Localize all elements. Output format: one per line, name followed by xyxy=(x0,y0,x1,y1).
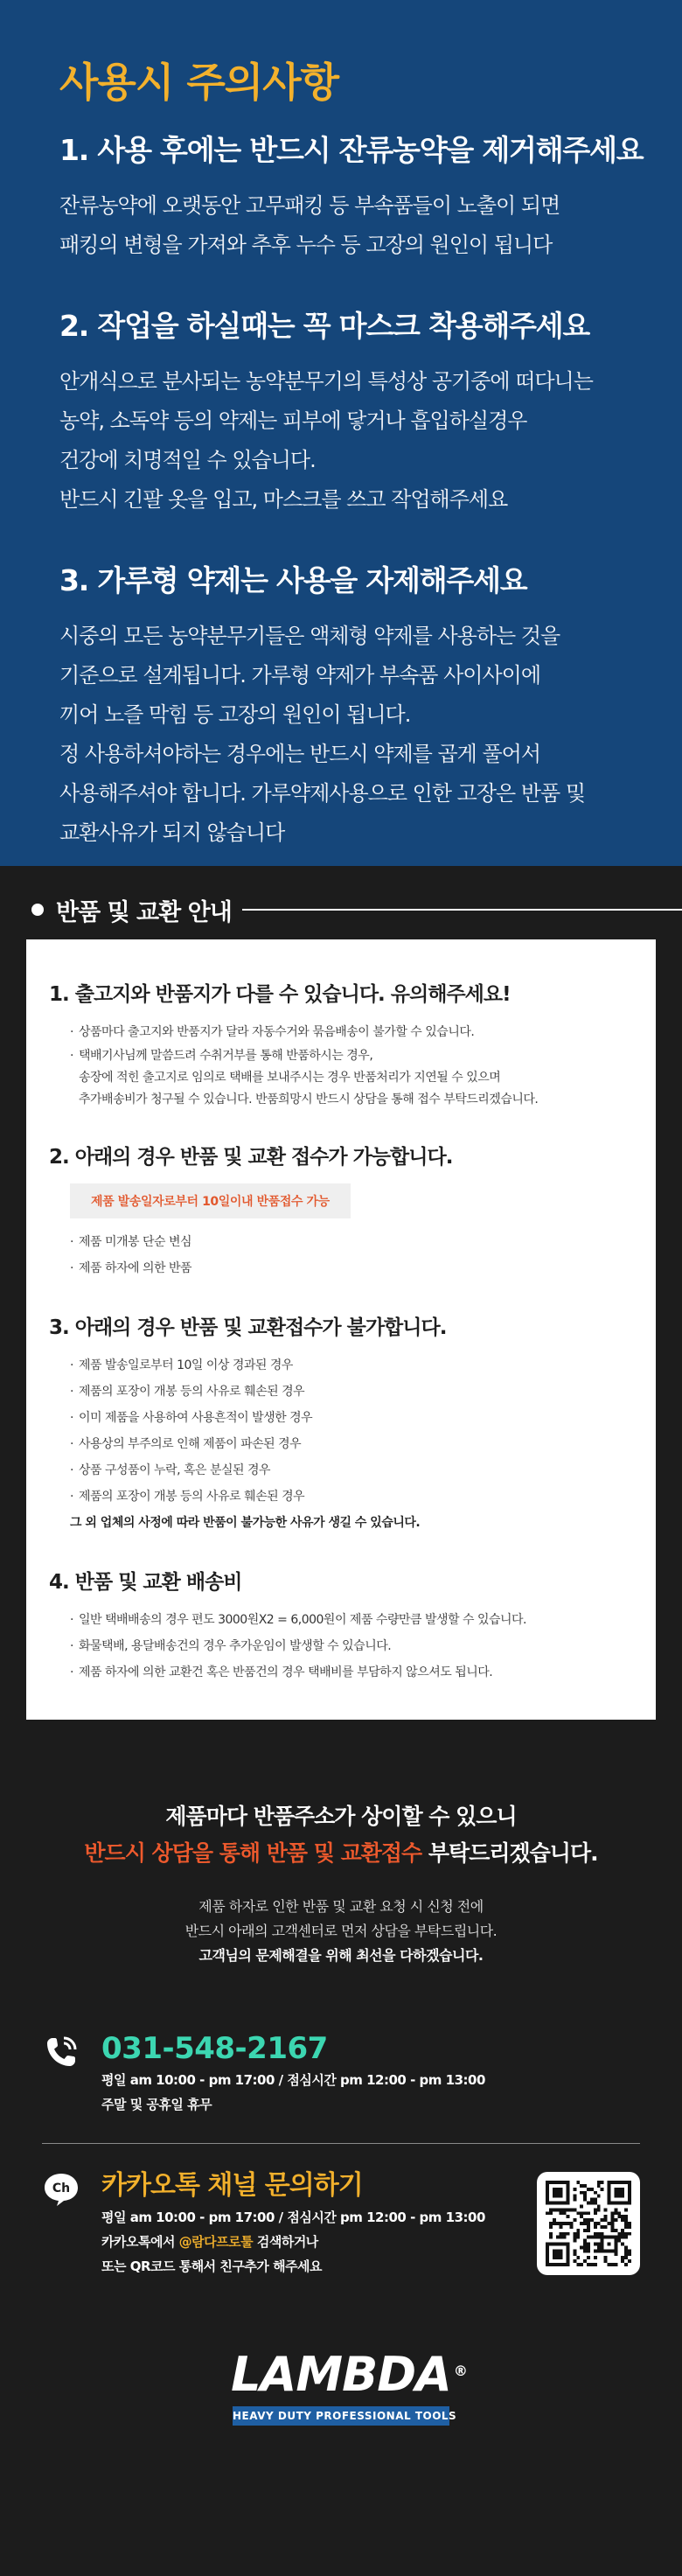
returns-heading-2: 2. 아래의 경우 반품 및 교환 접수가 가능합니다. xyxy=(49,1146,453,1169)
caution-heading-3: 3. 가루형 약제는 사용을 자제해주세요 xyxy=(59,563,527,597)
returns-group-1 xyxy=(49,978,633,1111)
returns-title: 반품 및 교환 안내 xyxy=(56,898,232,926)
returns-group-4 xyxy=(49,1566,633,1686)
returns-header xyxy=(0,892,682,927)
caution-heading-2: 2. 작업을 하실때는 꼭 마스크 착용해주세요 xyxy=(59,309,590,343)
phone-icon xyxy=(42,2033,80,2071)
phone-info xyxy=(101,2029,485,2117)
kakao-row xyxy=(42,2167,640,2279)
returns-list-4 xyxy=(49,1607,633,1686)
notice-line-2 xyxy=(0,1835,682,1872)
phone-hours: 평일 am 10:00 - pm 17:00 / 점심시간 pm 12:00 - pm 13:00 xyxy=(101,2072,485,2088)
returns-heading-4: 4. 반품 및 교환 배송비 xyxy=(49,1571,242,1594)
caution-title: 사용시 주의사항 xyxy=(59,59,339,106)
caution-line: 잔류농약에 오랫동안 고무패킹 등 부속품들이 노출이 되면 xyxy=(59,193,560,218)
returns-section xyxy=(0,866,682,1720)
kakao-icon-label: Ch xyxy=(52,2182,71,2196)
list-item-continuation: 송장에 적힌 출고지로 임의로 택배를 보내주시는 경우 반품처리가 지연될 수 있으며 xyxy=(79,1071,501,1085)
caution-item-3 xyxy=(59,558,623,853)
returns-group-3 xyxy=(49,1311,633,1536)
brand-footer xyxy=(0,2279,682,2576)
caution-section xyxy=(0,0,682,866)
lambda-logo xyxy=(231,2347,467,2402)
returns-note: 그 외 업체의 사정에 따라 반품이 불가능한 사유가 생길 수 있습니다. xyxy=(70,1516,421,1530)
contact-notice xyxy=(0,1720,682,1968)
kakao-search-pre: 카카오톡에서 xyxy=(101,2234,179,2250)
notice-detail-line xyxy=(0,1944,682,1968)
list-item: · 제품의 포장이 개봉 등의 사유로 훼손된 경우 xyxy=(70,1483,633,1510)
kakao-qr-line: 또는 QR코드 통해서 친구추가 해주세요 xyxy=(101,2258,323,2274)
phone-closed: 주말 및 공휴일 휴무 xyxy=(101,2097,212,2112)
contact-divider xyxy=(42,2143,640,2144)
caution-item-2 xyxy=(59,304,623,520)
list-item: · 제품의 포장이 개봉 등의 사유로 훼손된 경우 xyxy=(70,1379,633,1405)
phone-number[interactable]: 031-548-2167 xyxy=(101,2031,328,2066)
returns-card xyxy=(26,939,656,1720)
caution-line: 정 사용하셔야하는 경우에는 반드시 약제를 곱게 풀어서 xyxy=(59,742,541,766)
list-item: · 제품 미개봉 단순 변심 xyxy=(70,1229,633,1255)
caution-line: 패킹의 변형을 가져와 추후 누수 등 고장의 원인이 됩니다 xyxy=(59,233,553,257)
notice-line-2-rest: 부탁드리겠습니다. xyxy=(421,1840,598,1866)
notice-detail xyxy=(0,1895,682,1968)
returns-heading-1: 1. 출고지와 반품지가 다를 수 있습니다. 유의해주세요! xyxy=(49,983,511,1006)
list-item: · 이미 제품을 사용하여 사용흔적이 발생한 경우 xyxy=(70,1405,633,1431)
bullet-dot-icon xyxy=(31,904,44,916)
list-item: · 상품 구성품이 누락, 혹은 분실된 경우 xyxy=(70,1457,633,1483)
returns-heading-3: 3. 아래의 경우 반품 및 교환접수가 불가합니다. xyxy=(49,1316,447,1339)
notice-detail-line: 반드시 아래의 고객센터로 먼저 상담을 부탁드립니다. xyxy=(184,1923,498,1939)
list-item: · 제품 하자에 의한 반품 xyxy=(70,1255,633,1281)
returns-list-1 xyxy=(49,1019,633,1111)
caution-line: 끼어 노즐 막힘 등 고장의 원인이 됩니다. xyxy=(59,702,411,727)
contact-section xyxy=(0,1968,682,2279)
kakao-title[interactable]: 카카오톡 채널 문의하기 xyxy=(101,2170,363,2201)
kakao-channel-id[interactable]: @람다프로툴 xyxy=(178,2234,254,2250)
list-item: · 제품 발송일로부터 10일 이상 경과된 경우 xyxy=(70,1352,633,1379)
caution-line: 사용해주셔야 합니다. 가루약제사용으로 인한 고장은 반품 및 xyxy=(59,781,586,806)
list-item: · 사용상의 부주의로 인해 제품이 파손된 경우 xyxy=(70,1431,633,1457)
brand-tagline: HEAVY DUTY PROFESSIONAL TOOLS xyxy=(233,2406,449,2426)
caution-line: 시중의 모든 농약분무기들은 액체형 약제를 사용하는 것을 xyxy=(59,624,560,648)
notice-detail-line: 제품 하자로 인한 반품 및 교환 요청 시 신청 전에 xyxy=(198,1898,484,1915)
notice-highlight: 반드시 상담을 통해 반품 및 교환접수 xyxy=(84,1840,422,1866)
registered-mark: ® xyxy=(453,2363,467,2379)
caution-line: 안개식으로 분사되는 농약분무기의 특성상 공기중에 떠다니는 xyxy=(59,369,593,394)
kakao-hours: 평일 am 10:00 - pm 17:00 / 점심시간 pm 12:00 - pm 13:00 xyxy=(101,2209,485,2225)
kakao-info xyxy=(101,2167,485,2279)
phone-row xyxy=(42,2029,640,2117)
qr-code-icon[interactable] xyxy=(537,2172,640,2275)
notice-detail-bold: 고객님의 문제해결을 위해 최선을 다하겠습니다. xyxy=(198,1947,484,1964)
caution-item-1 xyxy=(59,128,644,265)
caution-line: 기준으로 설계됩니다. 가루형 약제가 부속품 사이사이에 xyxy=(59,663,541,688)
list-item: · 제품 하자에 의한 교환건 혹은 반품건의 경우 택배비를 부담하지 않으셔도 됩니다. xyxy=(70,1659,633,1686)
list-item-continuation: 추가배송비가 청구될 수 있습니다. 반품희망시 반드시 상담을 통해 접수 부탁드리겠습니다. xyxy=(79,1093,539,1106)
caution-line: 반드시 긴팔 옷을 입고, 마스크를 쓰고 작업해주세요 xyxy=(59,487,508,512)
returns-list-2 xyxy=(49,1229,633,1281)
header-divider xyxy=(242,909,682,911)
list-item: · 택배기사님께 말씀드려 수취거부를 통해 반품하시는 경우, xyxy=(70,1045,633,1067)
caution-line: 건강에 치명적일 수 있습니다. xyxy=(59,448,316,472)
list-item: · 화물택배, 용달배송건의 경우 추가운임이 발생할 수 있습니다. xyxy=(70,1633,633,1659)
return-period-badge: 제품 발송일자로부터 10일이내 반품접수 가능 xyxy=(70,1183,351,1218)
caution-heading-1: 1. 사용 후에는 반드시 잔류농약을 제거해주세요 xyxy=(59,133,644,167)
list-item: · 일반 택배배송의 경우 편도 3000원X2 = 6,000원이 제품 수량만큼 발생할 수 있습니다. xyxy=(70,1607,633,1633)
caution-line: 교환사유가 되지 않습니다 xyxy=(59,820,285,845)
kakao-channel-icon[interactable] xyxy=(42,2170,80,2209)
kakao-search-post: 검색하거나 xyxy=(253,2234,318,2250)
returns-group-2 xyxy=(49,1141,633,1281)
kakao-search xyxy=(101,2230,485,2254)
brand-name: LAMBDA xyxy=(231,2347,451,2402)
list-item: · 상품마다 출고지와 반품지가 달라 자동수거와 묶음배송이 불가할 수 있습니다. xyxy=(70,1019,633,1045)
returns-list-3 xyxy=(49,1352,633,1510)
caution-line: 농약, 소독약 등의 약제는 피부에 닿거나 흡입하실경우 xyxy=(59,408,527,433)
notice-line-1: 제품마다 반품주소가 상이할 수 있으니 xyxy=(165,1804,517,1829)
